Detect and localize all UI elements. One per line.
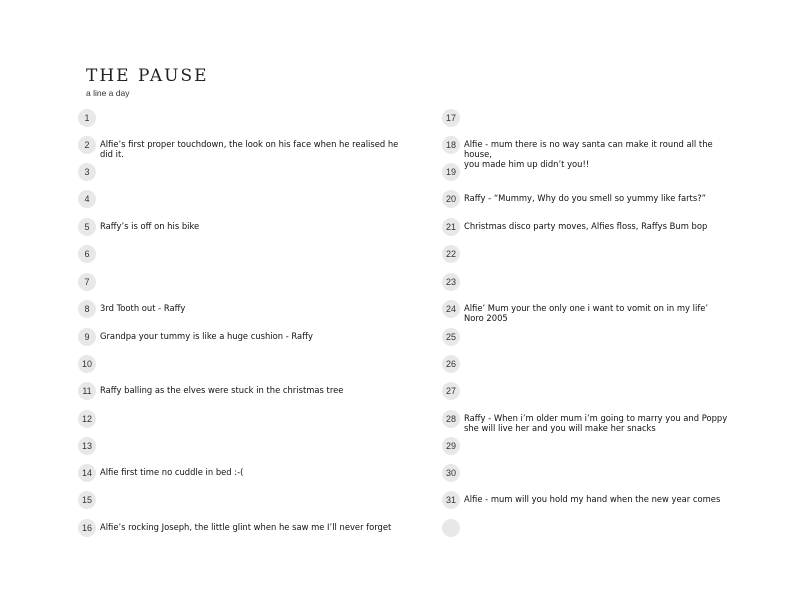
day-number-badge: 17: [442, 109, 460, 127]
day-number-badge: 18: [442, 136, 460, 154]
day-number-badge: 30: [442, 464, 460, 482]
day-row: [442, 163, 734, 181]
day-number-badge: 9: [78, 328, 96, 346]
day-number-badge: 23: [442, 273, 460, 291]
day-entry-text[interactable]: Raffy balling as the elves were stuck in the christmas tree: [100, 385, 344, 395]
day-entry-text[interactable]: Christmas disco party moves, Alfies floss, Raffys Bum bop: [464, 221, 708, 231]
day-number-badge: 22: [442, 245, 460, 263]
day-row: [442, 136, 734, 169]
day-row: [442, 519, 734, 537]
day-entry-text[interactable]: Alfie - mum there is no way santa can make it round all the house, you made him up didn’t you!!: [464, 139, 713, 169]
day-entry-text[interactable]: Alfie’ Mum your the only one i want to vomit on in my life’ Noro 2005: [464, 303, 709, 323]
day-number-badge: 27: [442, 382, 460, 400]
day-number-badge: 3: [78, 163, 96, 181]
day-row: [442, 410, 734, 433]
day-number-badge: 6: [78, 245, 96, 263]
day-number-badge: 10: [78, 355, 96, 373]
day-row: [442, 464, 734, 482]
day-entry-text[interactable]: Alfie’s rocking Joseph, the little glint when he saw me I’ll never forget: [100, 522, 392, 532]
day-number-badge: 12: [78, 410, 96, 428]
day-row: [442, 491, 734, 509]
day-number-badge: 5: [78, 218, 96, 236]
day-entry-text[interactable]: Raffy - “Mummy, Why do you smell so yummy like farts?”: [464, 193, 706, 203]
day-row: [442, 190, 734, 208]
day-entry-text[interactable]: Raffy - When i’m older mum i’m going to marry you and Poppy she will live her and you will make her snacks: [464, 413, 728, 433]
day-row: [442, 382, 734, 400]
day-number-badge: 16: [78, 519, 96, 537]
day-number-badge: 29: [442, 437, 460, 455]
day-entry-text[interactable]: Alfie first time no cuddle in bed :-(: [100, 467, 244, 477]
day-number-badge: 14: [78, 464, 96, 482]
day-number-badge: [442, 519, 460, 537]
day-number-badge: 28: [442, 410, 460, 428]
day-entry-text[interactable]: Alfie - mum will you hold my hand when the new year comes: [464, 494, 721, 504]
day-number-badge: 24: [442, 300, 460, 318]
day-row: [442, 355, 734, 373]
day-number-badge: 13: [78, 437, 96, 455]
day-row: [442, 109, 734, 127]
day-number-badge: 7: [78, 273, 96, 291]
day-number-badge: 8: [78, 300, 96, 318]
day-row: [442, 328, 734, 346]
day-entry-text[interactable]: Alfie’s first proper touchdown, the look on his face when he realised he did it.: [100, 139, 399, 159]
day-number-badge: 31: [442, 491, 460, 509]
day-row: [442, 245, 734, 263]
day-number-badge: 20: [442, 190, 460, 208]
day-entry-text[interactable]: 3rd Tooth out - Raffy: [100, 303, 186, 313]
day-entry-text[interactable]: Raffy’s is off on his bike: [100, 221, 200, 231]
day-number-badge: 26: [442, 355, 460, 373]
day-number-badge: 11: [78, 382, 96, 400]
day-entry-text[interactable]: Grandpa your tummy is like a huge cushion - Raffy: [100, 331, 313, 341]
day-number-badge: 4: [78, 190, 96, 208]
page-title: THE PAUSE: [86, 66, 209, 86]
day-number-badge: 19: [442, 163, 460, 181]
day-row: [442, 300, 734, 323]
day-row: [442, 218, 734, 236]
day-number-badge: 15: [78, 491, 96, 509]
day-number-badge: 1: [78, 109, 96, 127]
day-row: [442, 273, 734, 291]
day-number-badge: 2: [78, 136, 96, 154]
day-number-badge: 21: [442, 218, 460, 236]
day-row: [442, 437, 734, 455]
day-number-badge: 25: [442, 328, 460, 346]
page-subtitle: a line a day: [86, 88, 130, 98]
